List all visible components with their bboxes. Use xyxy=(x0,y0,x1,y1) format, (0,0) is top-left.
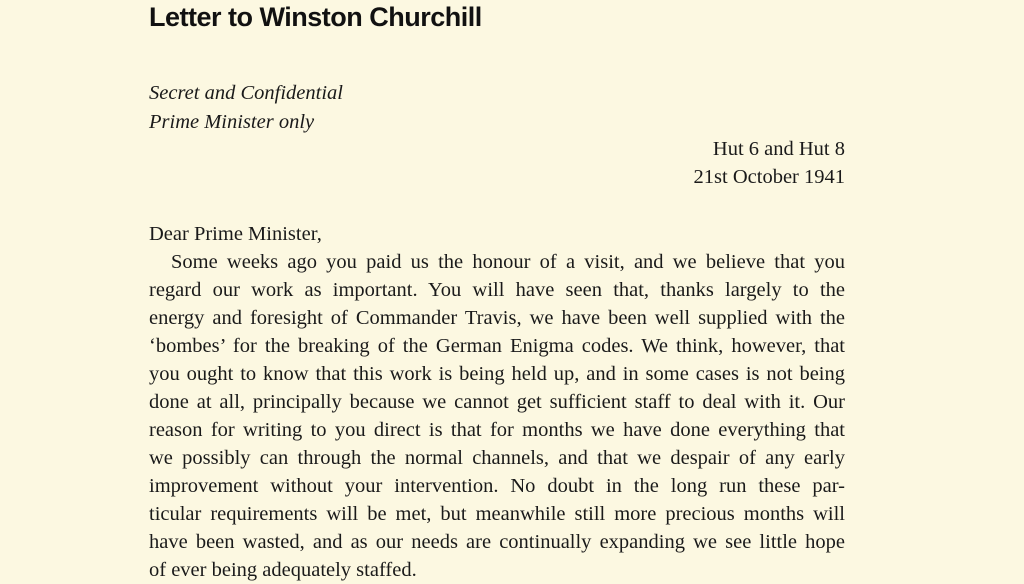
body-line: energy and foresight of Commander Travis, we have been well supplied with the xyxy=(149,307,845,329)
letter-body xyxy=(149,248,845,584)
body-line: of ever being adequately staffed. xyxy=(149,559,417,581)
body-line: have been wasted, and as our needs are continually expanding we see little hope xyxy=(149,531,845,553)
classification-line-secret: Secret and Confidential xyxy=(149,82,343,104)
page-title: Letter to Winston Churchill xyxy=(149,2,482,32)
letter-page xyxy=(149,0,845,584)
sender-block xyxy=(694,135,845,191)
body-line: done at all, principally because we cannot get sufficient staff to deal with it. Our xyxy=(149,391,845,413)
sender-address: Hut 6 and Hut 8 xyxy=(712,138,845,160)
body-line: reason for writing to you direct is that for months we have done everything that xyxy=(149,419,845,441)
body-line: you ought to know that this work is being held up, and in some cases is not being xyxy=(149,363,845,385)
salutation: Dear Prime Minister, xyxy=(149,223,322,245)
letter-date: 21st October 1941 xyxy=(693,166,845,188)
body-line: ticular requirements will be met, but meanwhile still more precious months will xyxy=(149,503,845,525)
classification-block xyxy=(149,79,343,137)
body-line: regard our work as important. You will have seen that, thanks largely to the xyxy=(149,279,845,301)
body-line: ‘bombes’ for the breaking of the German Enigma codes. We think, however, that xyxy=(149,335,845,357)
body-line: improvement without your intervention. No doubt in the long run these par- xyxy=(149,475,845,497)
classification-line-recipient: Prime Minister only xyxy=(149,111,315,133)
body-line: Some weeks ago you paid us the honour of a visit, and we believe that you xyxy=(171,251,845,273)
body-line: we possibly can through the normal channels, and that we despair of any early xyxy=(149,447,845,469)
